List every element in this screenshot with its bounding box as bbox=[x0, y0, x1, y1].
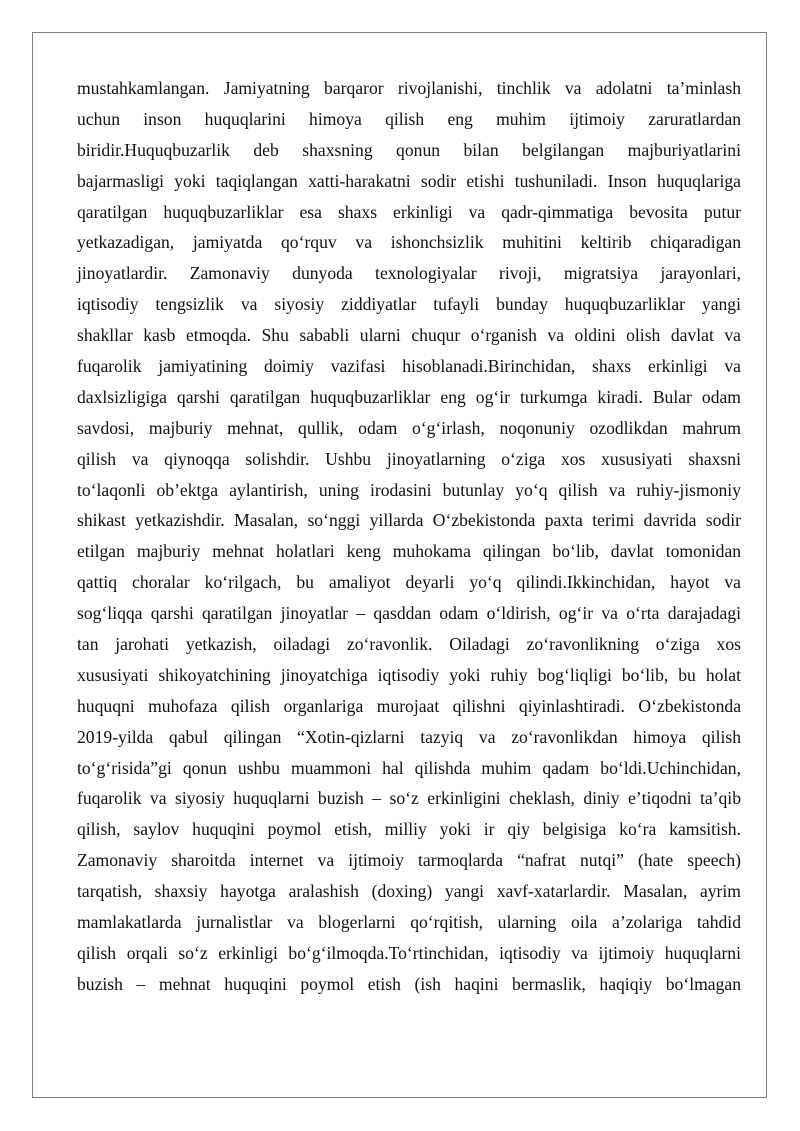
text-line: qilish va qiynoqqa solishdir. Ushbu jinoyatlarning oʻziga xos xususiyati shaxsni bbox=[77, 448, 741, 469]
text-line: xususiyati shikoyatchining jinoyatchiga iqtisodiy yoki ruhiy bogʻliqligi boʻlib, bu holat bbox=[77, 664, 741, 685]
text-line: shikast yetkazishdir. Masalan, soʻnggi yillarda Oʻzbekistonda paxta terimi davrida sodir bbox=[77, 510, 741, 531]
text-line: etilgan majburiy mehnat holatlari keng muhokama qilingan boʻlib, davlat tomonidan bbox=[77, 541, 741, 562]
text-line: sogʻliqqa qarshi qaratilgan jinoyatlar – qasddan odam oʻldirish, ogʻir va oʻrta darajadagi bbox=[77, 603, 741, 624]
text-line: jinoyatlardir. Zamonaviy dunyoda texnologiyalar rivoji, migratsiya jarayonlari, bbox=[77, 263, 741, 284]
text-line: uchun inson huquqlarini himoya qilish eng muhim ijtimoiy zaruratlardan bbox=[77, 108, 741, 129]
body-paragraph bbox=[77, 73, 741, 1000]
text-line: tarqatish, shaxsiy hayotga aralashish (doxing) yangi xavf-xatarlardir. Masalan, ayrim bbox=[77, 881, 741, 902]
text-line: mustahkamlangan. Jamiyatning barqaror rivojlanishi, tinchlik va adolatni taʼminlash bbox=[77, 78, 741, 98]
text-line: fuqarolik jamiyatining doimiy vazifasi hisoblanadi.Birinchidan, shaxs erkinligi va bbox=[77, 356, 741, 377]
text-line: iqtisodiy tengsizlik va siyosiy ziddiyatlar tufayli bunday huquqbuzarliklar yangi bbox=[77, 294, 741, 315]
text-line: toʻlaqonli obʼektga aylantirish, uning irodasini butunlay yoʻq qilish va ruhiy-jismoniy bbox=[77, 479, 741, 500]
text-line: biridir.Huquqbuzarlik deb shaxsning qonun bilan belgilangan majburiyatlarini bbox=[77, 139, 741, 160]
text-line: daxlsizligiga qarshi qaratilgan huquqbuzarliklar eng ogʻir turkumga kiradi. Bular odam bbox=[77, 386, 741, 407]
text-line: qilish, saylov huquqini poymol etish, milliy yoki ir qiy belgisiga koʻra kamsitish. bbox=[77, 819, 741, 840]
text-line: tan jarohati yetkazish, oiladagi zoʻravonlik. Oiladagi zoʻravonlikning oʻziga xos bbox=[77, 634, 741, 655]
text-line: qilish orqali soʻz erkinligi boʻgʻilmoqda.Toʻrtinchidan, iqtisodiy va ijtimoiy huquqlarni bbox=[77, 942, 741, 963]
text-line: mamlakatlarda jurnalistlar va blogerlarni qoʻrqitish, ularning oila aʼzolariga tahdid bbox=[77, 912, 741, 933]
text-line: fuqarolik va siyosiy huquqlarni buzish – soʻz erkinligini cheklash, diniy eʼtiqodni taʼqib bbox=[77, 788, 741, 809]
text-line: huquqni muhofaza qilish organlariga murojaat qilishni qiyinlashtiradi. Oʻzbekistonda bbox=[77, 695, 741, 716]
text-line: bajarmasligi yoki taqiqlangan xatti-harakatni sodir etishi tushuniladi. Inson huquqlariga bbox=[77, 170, 741, 191]
text-line: Zamonaviy sharoitda internet va ijtimoiy tarmoqlarda “nafrat nutqi” (hate speech) bbox=[77, 850, 741, 871]
text-line: yetkazadigan, jamiyatda qoʻrquv va ishonchsizlik muhitini keltirib chiqaradigan bbox=[77, 232, 741, 253]
text-line: 2019-yilda qabul qilingan “Xotin-qizlarni tazyiq va zoʻravonlikdan himoya qilish bbox=[77, 726, 741, 747]
text-line: toʻgʻrisida”gi qonun ushbu muammoni hal qilishda muhim qadam boʻldi.Uchinchidan, bbox=[77, 757, 741, 778]
text-line: buzish – mehnat huquqini poymol etish (ish haqini bermaslik, haqiqiy boʻlmagan bbox=[77, 973, 741, 994]
text-line: qaratilgan huquqbuzarliklar esa shaxs erkinligi va qadr-qimmatiga bevosita putur bbox=[77, 201, 741, 222]
text-line: shakllar kasb etmoqda. Shu sababli ularni chuqur oʻrganish va oldini olish davlat va bbox=[77, 325, 741, 346]
text-line: savdosi, majburiy mehnat, qullik, odam oʻgʻirlash, noqonuniy ozodlikdan mahrum bbox=[77, 417, 741, 438]
text-line: qattiq choralar koʻrilgach, bu amaliyot deyarli yoʻq qilindi.Ikkinchidan, hayot va bbox=[77, 572, 741, 593]
